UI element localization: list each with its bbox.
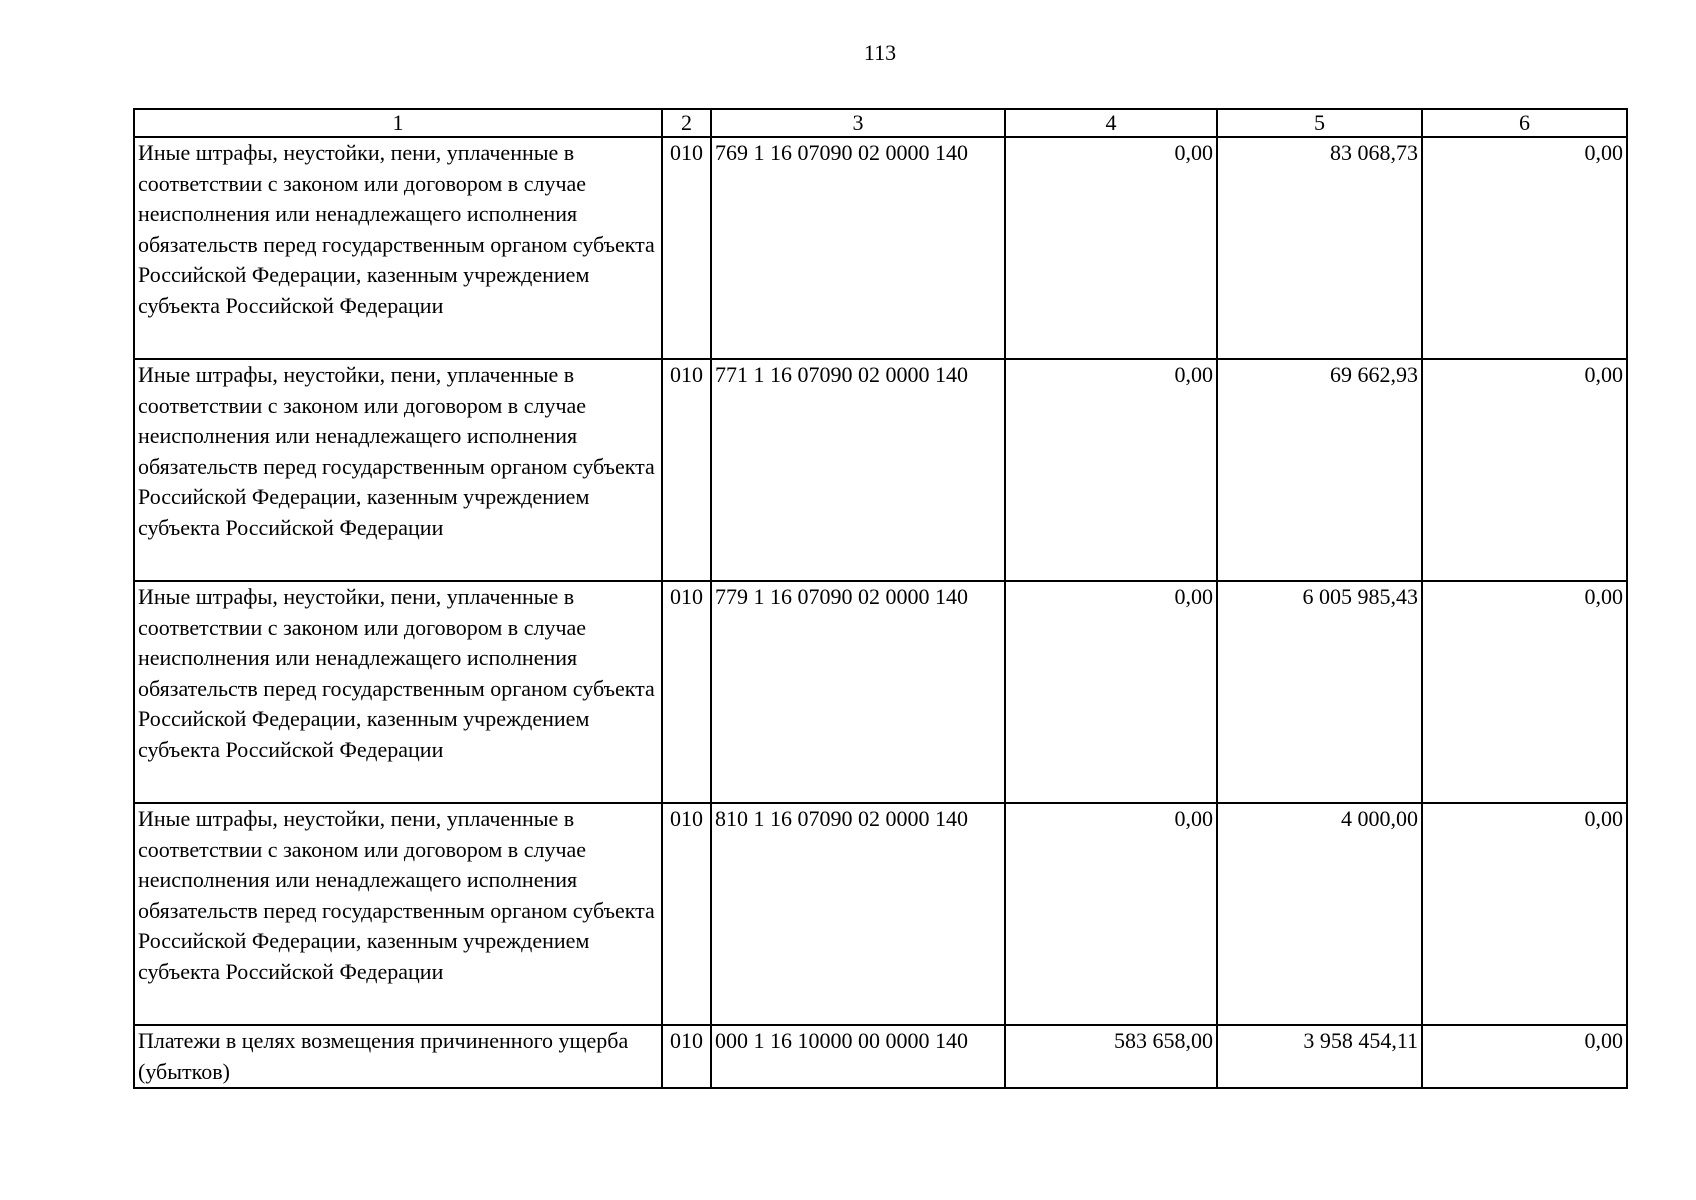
row-value-col6: 0,00 <box>1422 803 1627 1025</box>
row-value-col6: 0,00 <box>1422 1025 1627 1088</box>
row-value-col5: 69 662,93 <box>1217 359 1422 581</box>
column-header: 1 <box>134 109 662 137</box>
column-header: 6 <box>1422 109 1627 137</box>
row-value-col6: 0,00 <box>1422 359 1627 581</box>
row-value-col5: 6 005 985,43 <box>1217 581 1422 803</box>
row-name: Иные штрафы, неустойки, пени, уплаченные в соответствии с законом или договором в случае неисполнения или ненадлежащего исполнения обязательств перед государственным органом субъекта Российской Федерации, казенным учреждением субъекта Российской Федерации <box>134 359 662 581</box>
row-value-col4: 0,00 <box>1005 581 1217 803</box>
row-budget-code: 810 1 16 07090 02 0000 140 <box>711 803 1005 1025</box>
column-header: 4 <box>1005 109 1217 137</box>
report-table <box>133 108 1628 1089</box>
row-budget-code: 771 1 16 07090 02 0000 140 <box>711 359 1005 581</box>
row-name: Иные штрафы, неустойки, пени, уплаченные в соответствии с законом или договором в случае неисполнения или ненадлежащего исполнения обязательств перед государственным органом субъекта Российской Федерации, казенным учреждением субъекта Российской Федерации <box>134 803 662 1025</box>
column-header: 5 <box>1217 109 1422 137</box>
column-number-row <box>134 109 1627 137</box>
row-value-col5: 83 068,73 <box>1217 137 1422 359</box>
row-value-col4: 583 658,00 <box>1005 1025 1217 1088</box>
row-value-col5: 3 958 454,11 <box>1217 1025 1422 1088</box>
row-value-col4: 0,00 <box>1005 137 1217 359</box>
row-budget-code: 779 1 16 07090 02 0000 140 <box>711 581 1005 803</box>
column-header: 3 <box>711 109 1005 137</box>
row-name: Иные штрафы, неустойки, пени, уплаченные в соответствии с законом или договором в случае неисполнения или ненадлежащего исполнения обязательств перед государственным органом субъекта Российской Федерации, казенным учреждением субъекта Российской Федерации <box>134 137 662 359</box>
page-number: 113 <box>863 40 897 65</box>
row-value-col6: 0,00 <box>1422 137 1627 359</box>
table-row <box>134 359 1627 581</box>
row-value-col4: 0,00 <box>1005 359 1217 581</box>
row-name: Платежи в целях возмещения причиненного ущерба (убытков) <box>134 1025 662 1088</box>
row-value-col4: 0,00 <box>1005 803 1217 1025</box>
row-line-code: 010 <box>662 359 711 581</box>
row-line-code: 010 <box>662 803 711 1025</box>
row-line-code: 010 <box>662 137 711 359</box>
row-value-col5: 4 000,00 <box>1217 803 1422 1025</box>
row-budget-code: 000 1 16 10000 00 0000 140 <box>711 1025 1005 1088</box>
row-value-col6: 0,00 <box>1422 581 1627 803</box>
table-row <box>134 803 1627 1025</box>
column-header: 2 <box>662 109 711 137</box>
table-row <box>134 581 1627 803</box>
table-row <box>134 137 1627 359</box>
row-name: Иные штрафы, неустойки, пени, уплаченные в соответствии с законом или договором в случае неисполнения или ненадлежащего исполнения обязательств перед государственным органом субъекта Российской Федерации, казенным учреждением субъекта Российской Федерации <box>134 581 662 803</box>
row-budget-code: 769 1 16 07090 02 0000 140 <box>711 137 1005 359</box>
row-line-code: 010 <box>662 581 711 803</box>
table-row <box>134 1025 1627 1088</box>
row-line-code: 010 <box>662 1025 711 1088</box>
